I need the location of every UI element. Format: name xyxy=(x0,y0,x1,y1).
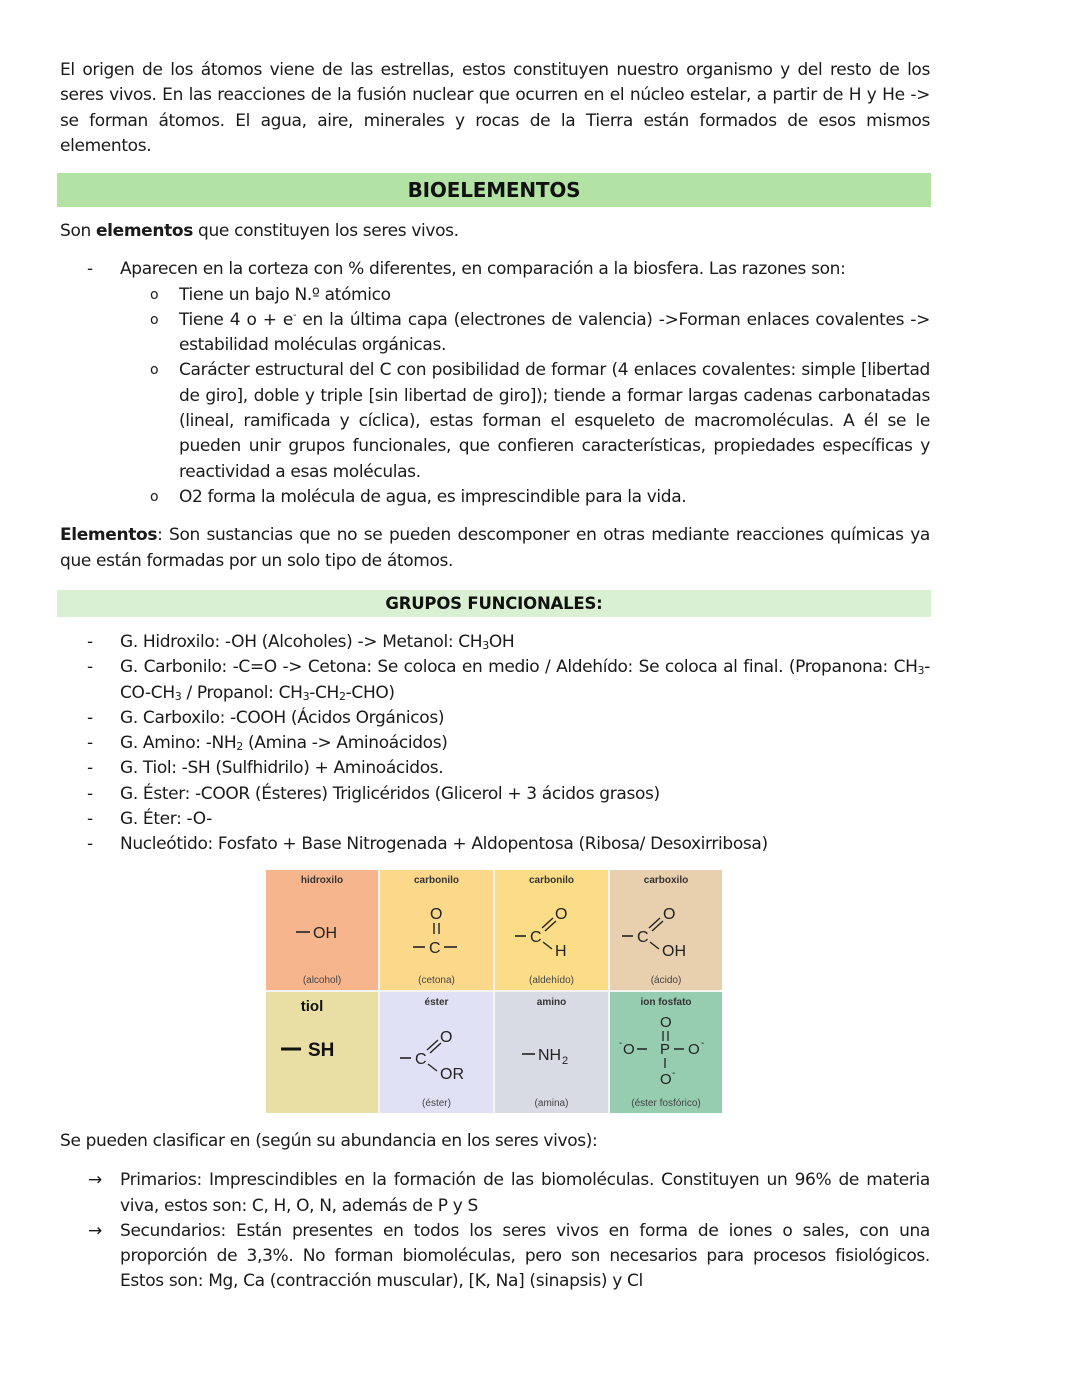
ketone-structure-icon xyxy=(380,870,493,990)
section-heading-grupos-funcionales: GRUPOS FUNCIONALES: xyxy=(57,590,931,617)
svg-text:H: H xyxy=(555,943,567,960)
svg-text:OH: OH xyxy=(313,925,337,942)
circle-bullet-icon: o xyxy=(150,488,159,505)
dash-bullet-icon: - xyxy=(87,834,93,855)
svg-text:O: O xyxy=(663,906,676,923)
list-item: - Nucleótido: Fosfato + Base Nitrogenada + Aldopentosa (Ribosa/ Desoxirribosa) xyxy=(60,832,930,857)
dash-bullet-icon: - xyxy=(87,657,93,678)
cell-tiol: tiol SH xyxy=(266,992,378,1113)
bold-term: elementos xyxy=(95,221,193,241)
list-item: - G. Carbonilo: -C=O -> Cetona: Se coloca en medio / Aldehído: Se coloca al final. (Propanona: $CH_3-CO-CH_3$ / Propanol: $CH_3-CH_2-CHO$) xyxy=(87,657,930,703)
clasificacion-section xyxy=(60,1129,930,1295)
svg-text:O: O xyxy=(623,1041,635,1058)
elementos-definition: Elementos: Son sustancias que no se pueden descomponer en otras mediante reacciones químicas ya que están formadas por un solo tipo de átomos. xyxy=(60,525,930,571)
ester-structure-icon xyxy=(380,992,493,1113)
bold-term: Elementos xyxy=(60,525,158,546)
svg-text:O: O xyxy=(430,906,443,923)
valence-reason-text: Tiene 4 o + e- en la última capa (electrones de valencia) ->Forman enlaces covalentes -> estabilidad moléculas orgánicas. xyxy=(179,309,930,356)
circle-bullet-icon: o xyxy=(150,311,159,328)
list-item: o Carácter estructural del C con posibilidad de formar (4 enlaces covalentes: simple [libertad de giro], doble y triple [sin libertad de giro]); tiende a formar largas cadenas carbonatadas (lineal, ramificada y cíclica), estas forman el esqueleto de macromoléculas. A él se le pueden unir grupos funcionales, que confieren características, propiedades específicas y reactividad a esas moléculas. xyxy=(150,360,930,482)
svg-text:O: O xyxy=(440,1029,453,1046)
dash-bullet-icon: - xyxy=(87,707,93,728)
svg-text:O: O xyxy=(660,1014,672,1031)
cell-carboxilo: carboxilo C O OH (ácido) xyxy=(610,870,722,990)
svg-text:O: O xyxy=(555,906,568,923)
list-item: - G. Carboxilo: -COOH (Ácidos Orgánicos) xyxy=(60,706,930,731)
hydroxyl-structure-icon xyxy=(266,870,378,990)
carboxyl-structure-icon xyxy=(610,870,722,990)
cell-carbonilo-cetona: carbonilo O C (cetona) xyxy=(380,870,493,990)
amine-structure-icon xyxy=(495,992,608,1113)
svg-text:O: O xyxy=(688,1041,700,1058)
list-item: - G. Éster: -COOR (Ésteres) Triglicéridos (Glicerol + 3 ácidos grasos) xyxy=(60,782,930,807)
list-item: → Secundarios: Están presentes en todos los seres vivos en forma de iones o sales, con una proporción de 3,3%. No forman biomoléculas, pero son necesarios para procesos fisiológicos. Estos son: Mg, Ca (contracción muscular), [K, Na] (sinapsis) y Cl xyxy=(88,1220,930,1292)
aldehyde-structure-icon xyxy=(495,870,608,990)
cell-carbonilo-aldehido: carbonilo C O H (aldehído) xyxy=(495,870,608,990)
list-item: - G. Hidroxilo: -OH (Alcoholes) -> Metanol: $CH_3OH$ xyxy=(60,630,930,655)
dash-bullet-icon: - xyxy=(87,783,93,804)
clasificacion-intro: Se pueden clasificar en (según su abundancia en los seres vivos): xyxy=(60,1131,598,1151)
dash-bullet-icon: - xyxy=(87,259,93,280)
svg-text:OR: OR xyxy=(440,1066,464,1083)
svg-text:O: O xyxy=(660,1071,672,1088)
intro-paragraph: El origen de los átomos viene de las estrellas, estos constituyen nuestro organismo y del resto de los seres vivos. En las reacciones de la fusión nuclear que ocurren en el núcleo estelar, a partir de H y He -> se forman átomos. El agua, aire, minerales y rocas de la Tierra están formados de esos mismos elementos. xyxy=(60,60,930,156)
cell-amino: amino NH 2 (amina) xyxy=(495,992,608,1113)
dash-bullet-icon: - xyxy=(87,632,93,652)
list-item xyxy=(60,308,930,359)
svg-text:OH: OH xyxy=(662,943,686,960)
svg-text:-: - xyxy=(619,1038,623,1049)
svg-text:C: C xyxy=(637,929,649,946)
list-item: - G. Éter: -O- xyxy=(60,807,930,832)
svg-text:-: - xyxy=(701,1038,705,1049)
circle-bullet-icon: o xyxy=(150,362,159,379)
list-item: - Aparecen en la corteza con % diferentes, en comparación a la biosfera. Las razones son: xyxy=(60,257,930,282)
section-heading-bioelementos: BIOELEMENTOS xyxy=(57,173,931,207)
svg-text:C: C xyxy=(429,940,441,957)
cell-hidroxilo: hidroxilo OH (alcohol) xyxy=(266,870,378,990)
functional-groups-figure xyxy=(266,870,720,1113)
svg-text:C: C xyxy=(530,929,542,946)
phosphate-structure-icon xyxy=(610,992,722,1113)
svg-text:NH: NH xyxy=(538,1047,562,1064)
svg-text:C: C xyxy=(415,1051,427,1068)
circle-bullet-icon: o xyxy=(150,286,159,303)
list-item: - G. Amino: $-NH_2$ (Amina -> Aminoácidos) xyxy=(60,731,930,756)
bioelementos-section xyxy=(60,219,930,574)
svg-text:SH: SH xyxy=(308,1040,335,1061)
list-item: o O2 forma la molécula de agua, es imprescindible para la vida. xyxy=(60,485,930,510)
dash-bullet-icon: - xyxy=(87,809,93,830)
cell-ion-fosfato: ion fosfato O - O P O - O - (éster fosfórico) xyxy=(610,992,722,1113)
grupos-funcionales-list xyxy=(60,630,930,858)
bioelementos-definition: Son elementos que constituyen los seres vivos. xyxy=(60,221,459,241)
thiol-structure-icon xyxy=(266,992,378,1113)
list-item: - G. Tiol: -SH (Sulfhidrilo) + Aminoácidos. xyxy=(60,756,930,781)
list-item: o Tiene un bajo N.º atómico xyxy=(60,283,930,308)
svg-text:-: - xyxy=(672,1068,676,1079)
arrow-right-icon: → xyxy=(88,1220,102,1241)
arrow-right-icon: → xyxy=(88,1170,102,1191)
intro-section xyxy=(60,58,930,159)
dash-bullet-icon: - xyxy=(87,733,93,754)
list-item: → Primarios: Imprescindibles en la formación de las biomoléculas. Constituyen un 96% de materia viva, estos son: C, H, O, N, además de P y S xyxy=(88,1170,930,1216)
svg-text:2: 2 xyxy=(562,1055,569,1067)
dash-bullet-icon: - xyxy=(87,758,93,779)
cell-ester: éster C O OR (éster) xyxy=(380,992,493,1113)
svg-text:P: P xyxy=(660,1041,671,1058)
